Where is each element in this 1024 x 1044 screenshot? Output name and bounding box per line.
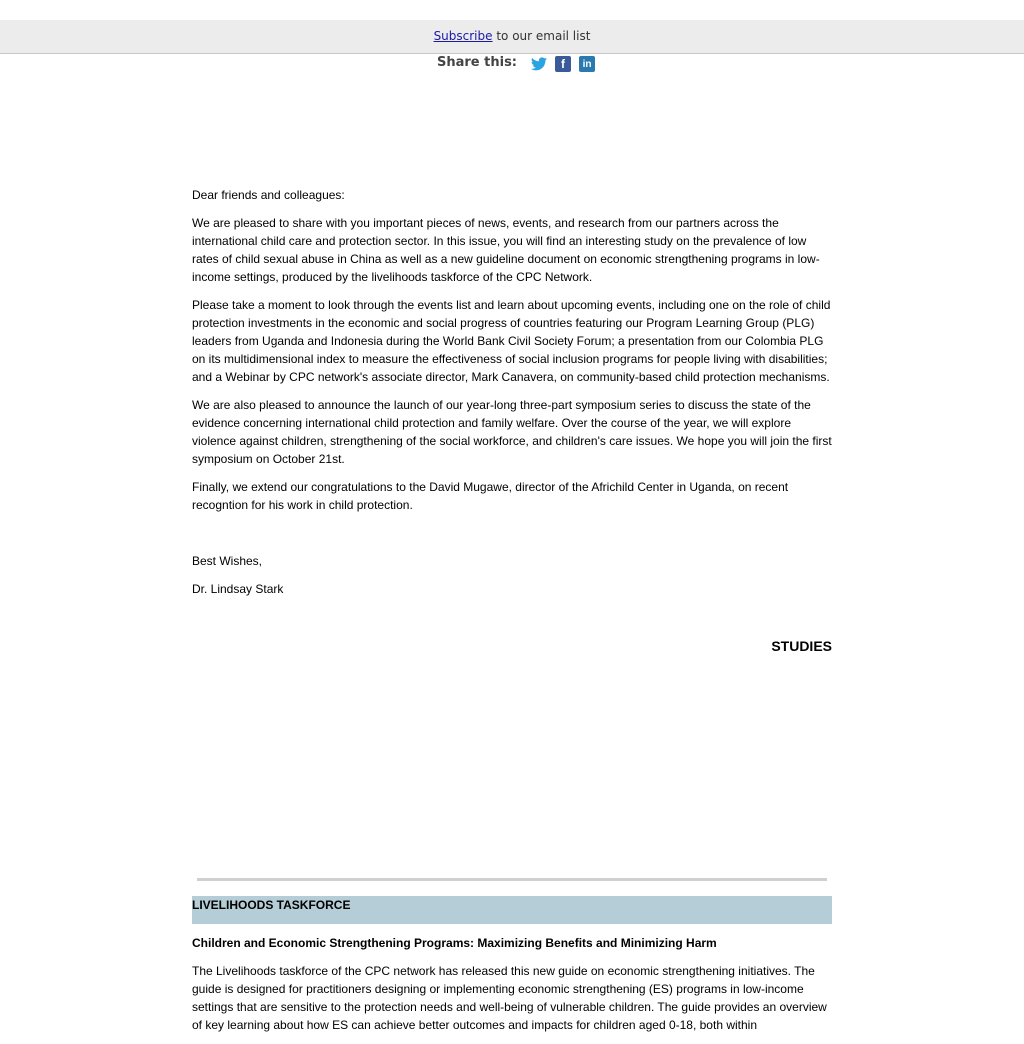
article (192, 934, 832, 1044)
article-title: Children and Economic Strengthening Programs: Maximizing Benefits and Minimizing Harm (192, 936, 717, 950)
letter-paragraph: Please take a moment to look through the events list and learn about upcoming events, including one on the role of child protection investments in the economic and social progress of countries featuring our Program Learning Group (PLG) leaders from Uganda and Indonesia during the World Bank Civil Society Forum; a presentation from our Colombia PLG on its multidimensional index to measure the effectiveness of social inclusion programs for people living with disabilities; and a Webinar by CPC network's associate director, Mark Canavera, on community-based child protection mechanisms. (192, 298, 831, 384)
linkedin-icon[interactable]: in (579, 56, 595, 72)
article-body: The Livelihoods taskforce of the CPC network has released this new guide on economic strengthening initiatives. The guide is designed for practitioners designing or implementing economic strengthening (ES) programs in low-income settings that are sensitive to the protection needs and well-being of vulnerable children. The guide provides an overview of key learning about how ES can achieve better outcomes and impacts for children aged 0-18, both within (192, 964, 827, 1032)
subscribe-text: to our email list (492, 29, 591, 43)
signature: Dr. Lindsay Stark (192, 582, 284, 596)
share-label: Share this: (437, 54, 518, 70)
studies-heading: STUDIES (771, 638, 832, 654)
subscribe-link[interactable]: Subscribe (433, 29, 493, 43)
facebook-icon[interactable]: f (555, 56, 571, 72)
closing: Best Wishes, (192, 554, 263, 568)
share-bar (437, 54, 603, 74)
section-title: LIVELIHOODS TASKFORCE (192, 898, 351, 912)
letter-paragraph: We are pleased to share with you important pieces of news, events, and research from our partners across the international child care and protection sector. In this issue, you will find an interesting study on the prevalence of low rates of child sexual abuse in China as well as a new guideline document on economic strengthening programs in low-income settings, produced by the livelihoods taskforce of the CPC Network. (192, 216, 820, 284)
intro-letter (192, 186, 832, 608)
section-band (192, 896, 832, 924)
letter-paragraph: We are also pleased to announce the launch of our year-long three-part symposium series to discuss the state of the evidence concerning international child protection and family welfare. Over the course of the year, we will explore violence against children, strengthening of the social workforce, and children's care issues. We hope you will join the first symposium on October 21st. (192, 398, 832, 466)
letter-paragraph: Finally, we extend our congratulations to the David Mugawe, director of the Africhild Center in Uganda, on recent recogntion for his work in child protection. (192, 480, 789, 512)
divider (197, 878, 827, 881)
twitter-icon[interactable] (531, 56, 547, 72)
subscribe-bar (0, 20, 1024, 54)
greeting: Dear friends and colleagues: (192, 188, 345, 202)
